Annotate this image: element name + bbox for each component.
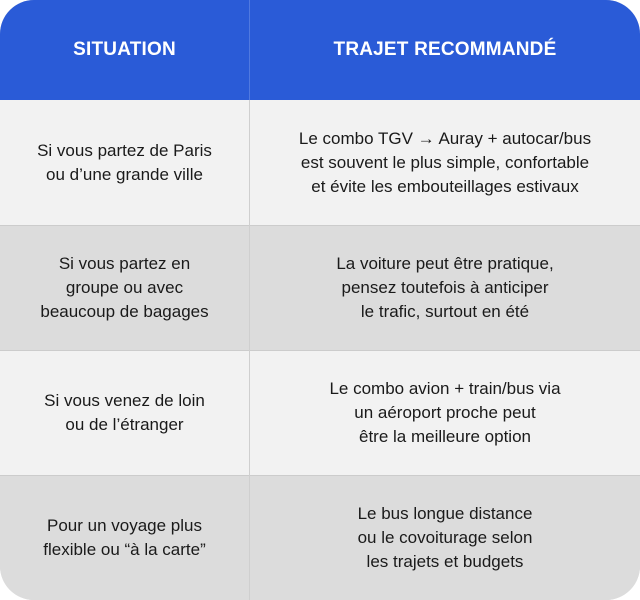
trajet-cell: Le combo TGV → Auray + autocar/bus est souvent le plus simple, confortable et évite les embouteillages estivaux	[298, 128, 592, 196]
situation-cell: Si vous partez en groupe ou avec beaucoup de bagages	[40, 254, 209, 321]
table-row	[0, 226, 640, 350]
table-row	[0, 100, 640, 225]
header-column-divider	[249, 0, 250, 100]
situation-cell: Si vous partez de Paris ou d’une grande ville	[37, 140, 212, 184]
column-header-situation: SITUATION	[73, 39, 176, 60]
situation-cell: Pour un voyage plus flexible ou “à la carte”	[43, 516, 206, 559]
table-row	[0, 351, 640, 475]
situation-cell: Si vous venez de loin ou de l’étranger	[44, 391, 205, 434]
table-header	[0, 0, 640, 100]
trajet-cell: La voiture peut être pratique, pensez toutefois à anticiper le trafic, surtout en été	[336, 254, 554, 321]
row-divider	[0, 225, 640, 226]
column-header-trajet: TRAJET RECOMMANDÉ	[333, 39, 557, 60]
trajet-cell: Le combo avion + train/bus via un aéroport proche peut être la meilleure option	[329, 379, 561, 446]
table-row	[0, 476, 640, 600]
trajet-cell: Le bus longue distance ou le covoiturage selon les trajets et budgets	[357, 504, 533, 571]
row-divider	[0, 475, 640, 476]
row-divider	[0, 350, 640, 351]
